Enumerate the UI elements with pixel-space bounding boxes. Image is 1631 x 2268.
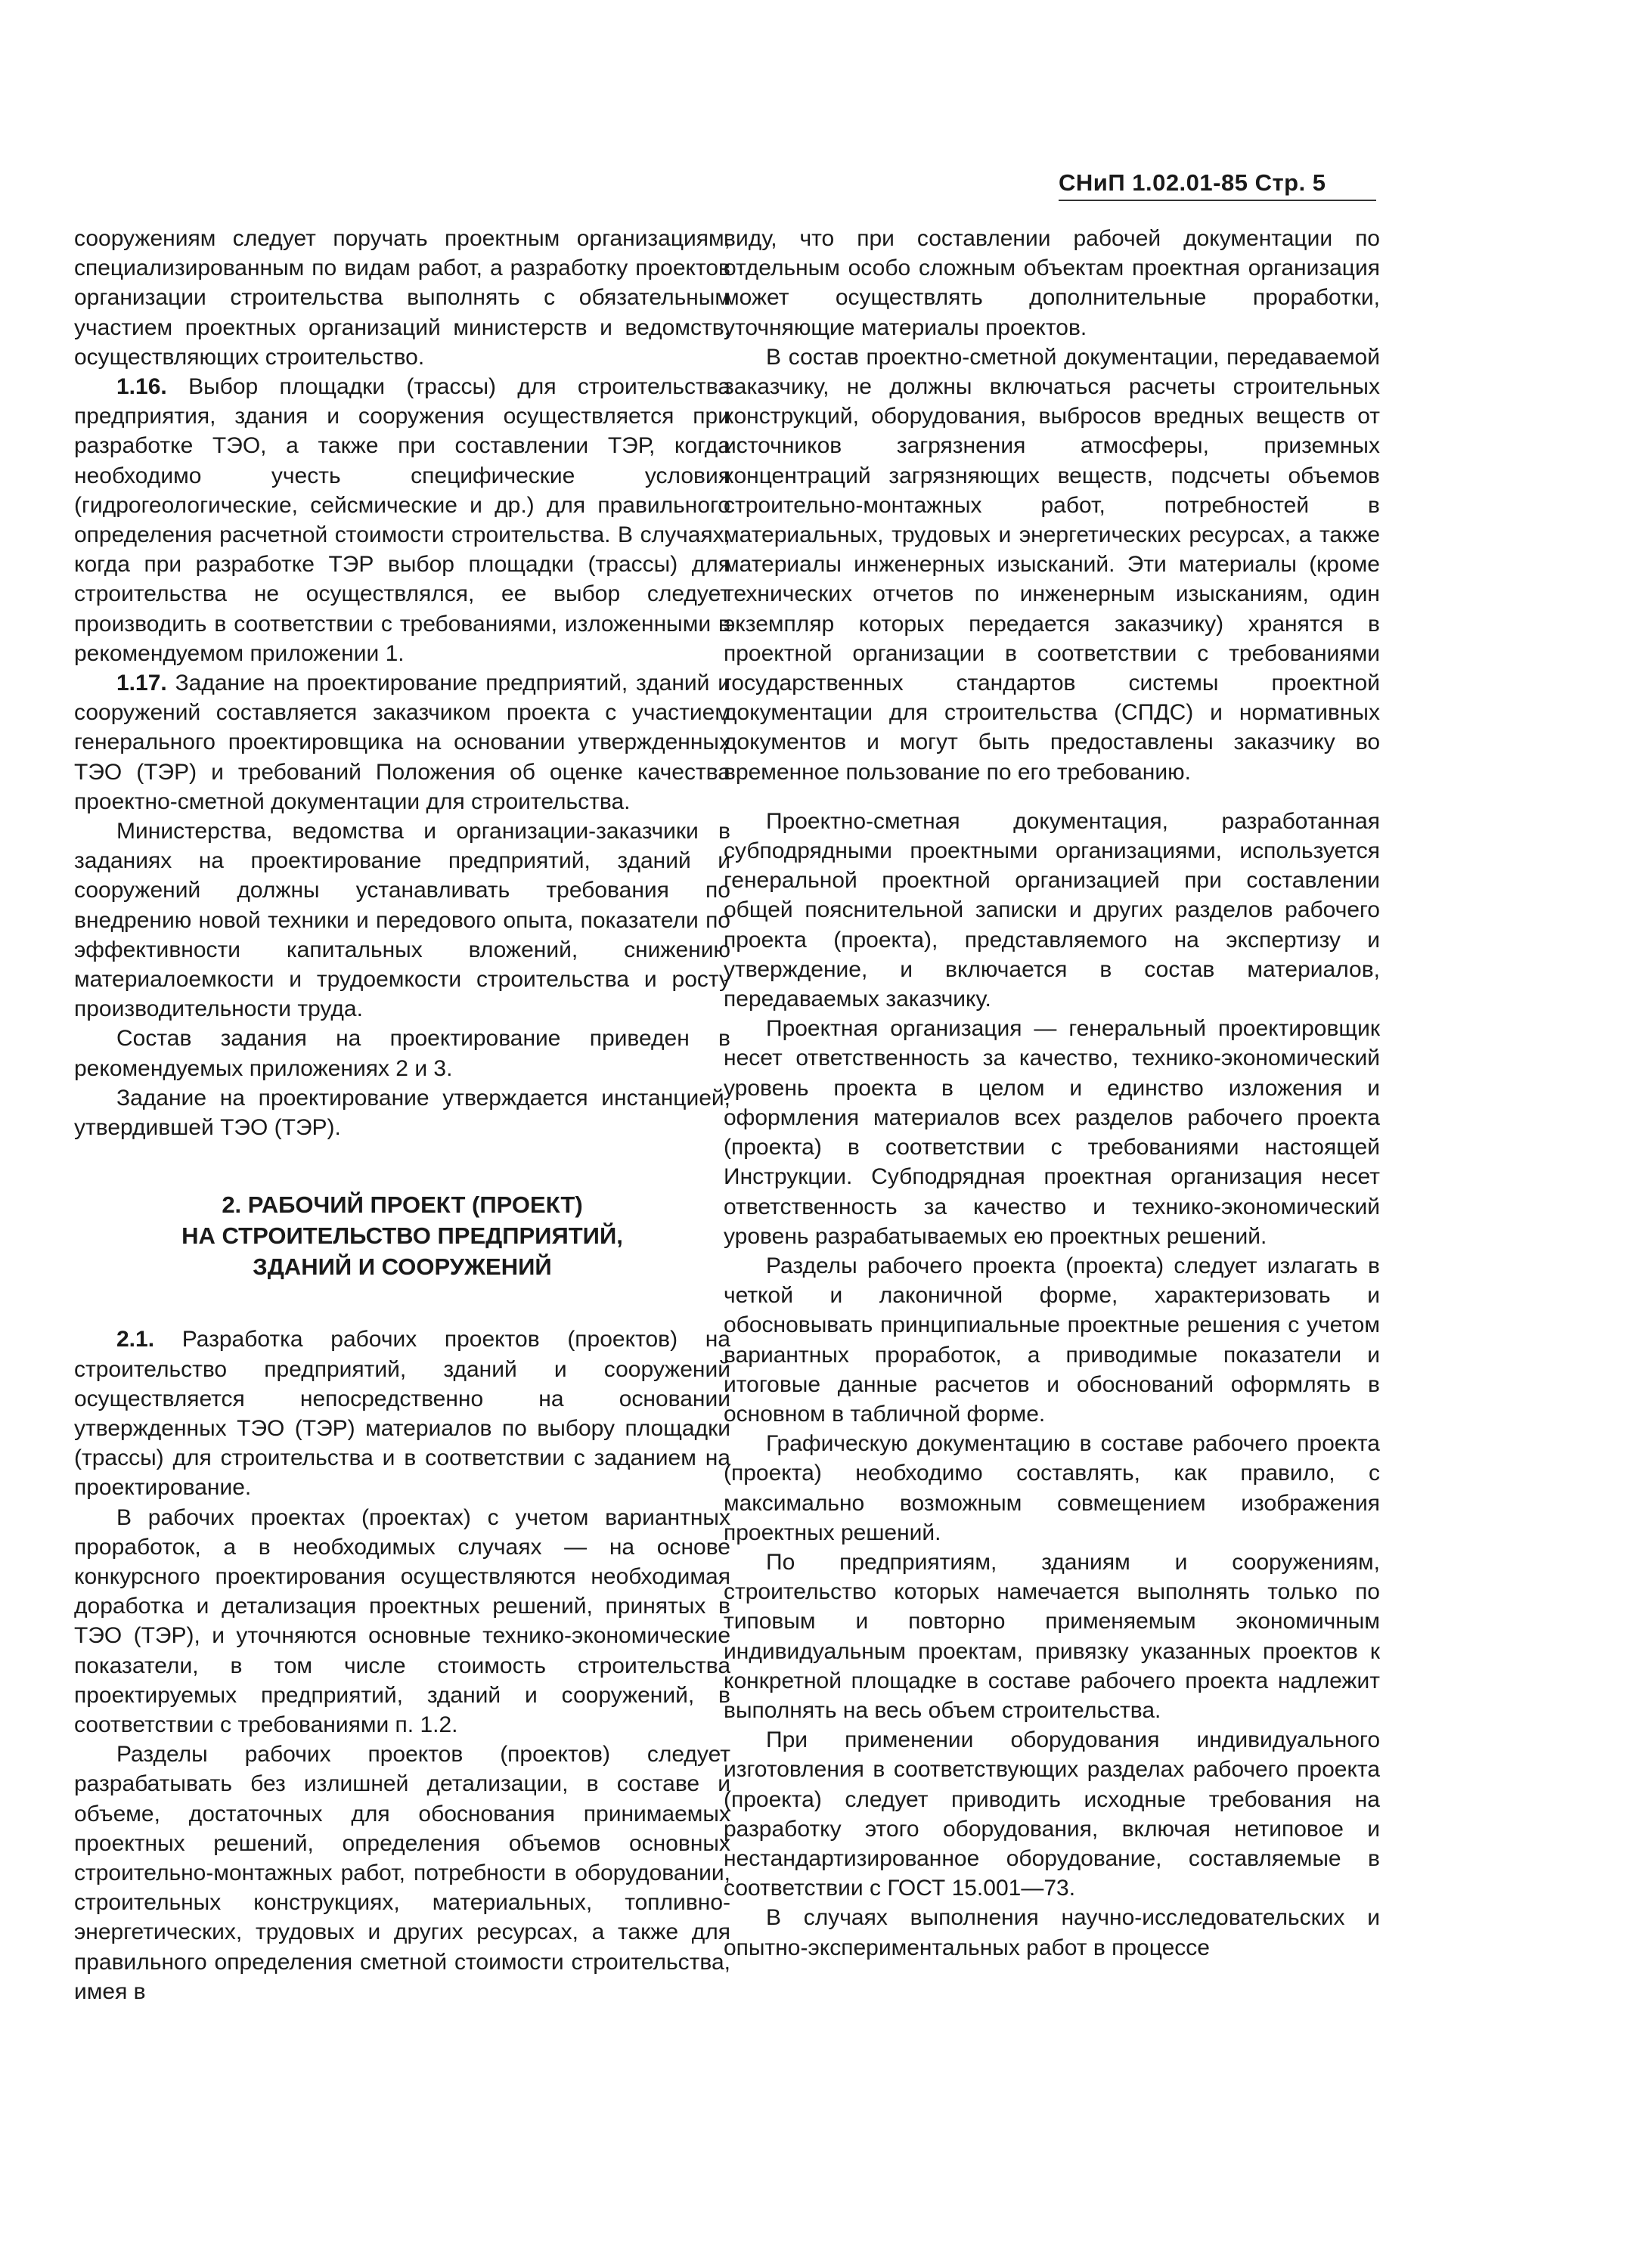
paragraph: По предприятиям, зданиям и сооружениям, строительство которых намечается выполнять только по типовым и повторно применяемым экономичным индивидуальным проектам, привязку указанных проектов к конкретной площадке в составе рабочего проекта надлежит выполнять на весь объем строительства. [724, 1549, 1380, 1723]
paragraph-text: Выбор площадки (трассы) для строительства предприятия, здания и сооружения осуществляется при разработке ТЭО, а также при составлении ТЭР, когда необходимо учесть специфические условия (гидрогеологические, сейсмические и др.) для правильного определения расчетной стоимости строительства. В случаях, когда при разработке ТЭР выбор площадки (трассы) для строительства не осуществлялся, ее выбор следует производить в соответствии с требованиями, изложенными в рекомендуемом приложении 1. [74, 374, 730, 666]
section-heading-line: ЗДАНИЙ И СООРУЖЕНИЙ [253, 1253, 552, 1281]
paragraph: Задание на проектирование утверждается инстанцией, утвердившей ТЭО (ТЭР). [74, 1085, 730, 1141]
paragraph: В рабочих проектах (проектах) с учетом вариантных проработок, а в необходимых случаях — на основе конкурсного проектирования осуществляются необходимая доработка и детализация проектных решений, принятых в ТЭО (ТЭР), и уточняются основные технико-экономические показатели, в том числе стоимость строительства проектируемых предприятий, зданий и сооружений, в соответствии с требованиями п. 1.2. [74, 1504, 730, 1737]
section-heading-line: НА СТРОИТЕЛЬСТВО ПРЕДПРИЯТИЙ, [181, 1222, 623, 1250]
clause-number: 1.17. [116, 671, 167, 696]
paragraph-text: Разработка рабочих проектов (проектов) на строительство предприятий, зданий и сооружений осуществляется непосредственно на основании утвержденных ТЭО (ТЭР) материалов по выбору площадки (трассы) для строительства и в соответствии с заданием на проектирование. [74, 1327, 730, 1501]
section-heading-line: 2. РАБОЧИЙ ПРОЕКТ (ПРОЕКТ) [222, 1191, 583, 1219]
right-column [724, 224, 1380, 1963]
paragraph: сооружениям следует поручать проектным организациям, специализированным по видам работ, а разработку проектов организации строительства выполнять с обязательным участием проектных организаций министерств и ведомств, осуществляющих строительство. [74, 226, 730, 370]
page-header: СНиП 1.02.01-85 Стр. 5 [1059, 169, 1376, 201]
paragraph: Разделы рабочих проектов (проектов) следует разрабатывать без излишней детализации, в составе и объеме, достаточных для обоснования принимаемых проектных решений, определения объемов основных строительно-монтажных работ, потребности в оборудовании, строительных конструкциях, материальных, топливно-энергетических, трудовых и других ресурсах, а также для правильного определения сметной стоимости строительства, имея в [74, 1742, 730, 2004]
paragraph [74, 668, 730, 816]
clause-number: 1.16. [116, 374, 167, 400]
paragraph: виду, что при составлении рабочей документации по отдельным особо сложным объектам проектная организация может осуществлять дополнительные проработки, уточняющие материалы проектов. [724, 226, 1380, 340]
left-column [74, 224, 730, 2006]
paragraph: Проектная организация — генеральный проектировщик несет ответственность за качество, технико-экономический уровень проекта в целом и единство изложения и оформления материалов всех разделов рабочего проекта (проекта) в соответствии с требованиями настоящей Инструкции. Субподрядная проектная организация несет ответственность за качество и технико-экономический уровень разрабатываемых ею проектных решений. [724, 1016, 1380, 1249]
paragraph: Разделы рабочего проекта (проекта) следует излагать в четкой и лаконичной форме, характеризовать и обосновывать принципиальные проектные решения с учетом вариантных проработок, а приводимые показатели и итоговые данные расчетов и обоснований оформлять в основном в табличной форме. [724, 1253, 1380, 1427]
paragraph [74, 1325, 730, 1502]
paragraph: Состав задания на проектирование приведен в рекомендуемых приложениях 2 и 3. [74, 1026, 730, 1081]
paragraph [74, 372, 730, 668]
section-heading [74, 1189, 730, 1282]
paragraph: Министерства, ведомства и организации-заказчики в заданиях на проектирование предприятий, зданий и сооружений должны устанавливать требования по внедрению новой техники и передового опыта, показатели по эффективности капитальных вложений, снижению материалоемкости и трудоемкости строительства и росту производительности труда. [74, 819, 730, 1022]
paragraph: В случаях выполнения научно-исследовательских и опытно-экспериментальных работ в процессе [724, 1905, 1380, 1960]
paragraph: При применении оборудования индивидуального изготовления в соответствующих разделах рабочего проекта (проекта) следует приводить исходные требования на разработку этого оборудования, включая нетиповое и нестандартизированное оборудование, составляемые в соответствии с ГОСТ 15.001—73. [724, 1727, 1380, 1901]
paragraph: Графическую документацию в составе рабочего проекта (проекта) необходимо составлять, как правило, с максимально возможным совмещением изображения проектных решений. [724, 1431, 1380, 1545]
paragraph: В состав проектно-сметной документации, передаваемой заказчику, не должны включаться расчеты строительных конструкций, оборудования, выбросов вредных веществ от источников загрязнения атмосферы, приземных концентраций загрязняющих веществ, подсчеты объемов строительно-монтажных работ, потребностей в материальных, трудовых и энергетических ресурсах, а также материалы инженерных изысканий. Эти материалы (кроме технических отчетов по инженерным изысканиям, один экземпляр которых передается заказчику) хранятся в проектной организации в соответствии с требованиями государственных стандартов системы проектной документации для строительства (СПДС) и нормативных документов и могут быть предоставлены заказчику во временное пользование по его требованию. [724, 344, 1380, 785]
paragraph: Проектно-сметная документация, разработанная субподрядными проектными организациями, используется генеральной проектной организацией при составлении общей пояснительной записки и других разделов рабочего проекта (проекта), представляемого на экспертизу и утверждение, и включается в состав материалов, передаваемых заказчику. [724, 808, 1380, 1012]
paragraph-text: Задание на проектирование предприятий, зданий и сооружений составляется заказчиком проекта с участием генерального проектировщика на основании утвержденных ТЭО (ТЭР) и требований Положения об оценке качества проектно-сметной документации для строительства. [74, 671, 730, 814]
clause-number: 2.1. [116, 1327, 155, 1352]
